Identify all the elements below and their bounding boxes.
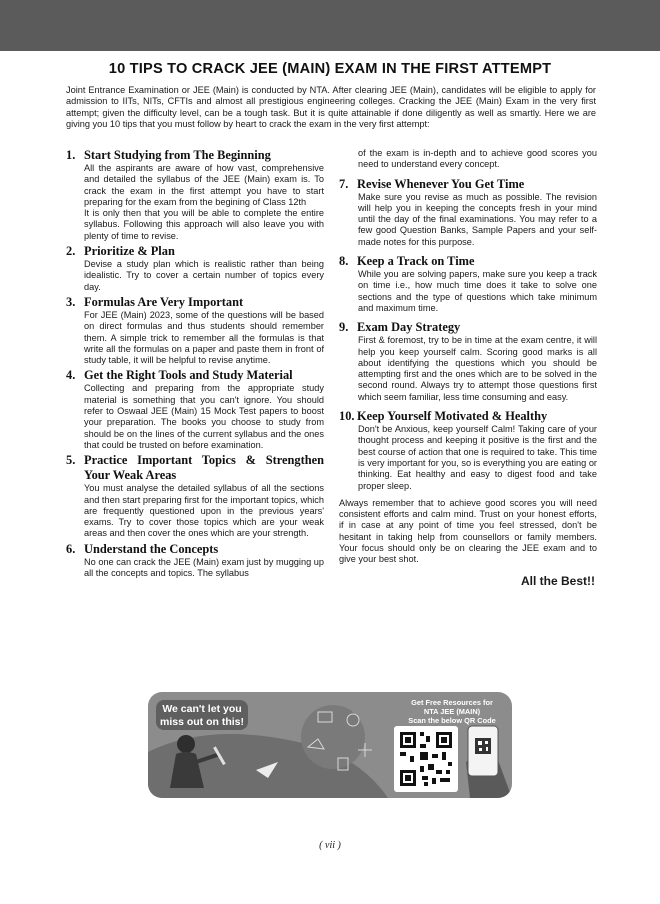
tip-paragraph: No one can crack the JEE (Main) exam just by mugging up all the concepts and topics. The syllabus [84,556,324,579]
tip-heading [66,542,324,557]
tip-title: Exam Day Strategy [357,320,461,335]
qr-caption-line-2: NTA JEE (MAIN) [423,707,481,716]
tip-4 [66,368,324,451]
tip-body [339,335,597,403]
tip-paragraph: First & foremost, try to be in time at the exam centre, it will help you keep yourself calm. Scoring good marks is all about identifying the questions which you should be attempting first and the ones which are to be solved in the second round. Always try to attempt those questions first which seem familiar, less time consuming and easy. [358,335,597,402]
tip-number: 4. [66,368,76,383]
closing-paragraph: Always remember that to achieve good scores you will need consistent efforts and calm mind. Trust on your honest efforts, if in case at any point of time you feel stressed, don't be hesitant in taking help from counsellors or family members. Your focus should only be on clearing the JEE exam and to give your best shot. [339,497,597,565]
qr-code[interactable] [394,726,458,792]
tip-paragraph: Collecting and preparing from the appropriate study material is something that you can't ignore. You should refer to Oswaal JEE (Main) 15 Mock Test papers to boost your preparation. The books you choose to study from should be on the lines of the current syllabus and the ones that could be trusted on before examination. [84,383,324,450]
tip-body [66,310,324,366]
tip-body [339,192,597,248]
phone-hand-illustration [466,726,512,798]
tip-number: 3. [66,294,76,309]
tip-heading [339,254,597,269]
tip-paragraph: It is only then that you will be able to complete the entire syllabus. Following this approach will also leave you with plenty of time to revise. [84,208,324,241]
qr-caption-line-3: Scan the below QR Code [408,716,496,725]
promo-banner[interactable] [148,692,512,798]
tip-paragraph: All the aspirants are aware of how vast, comprehensive and detailed the syllabus of the JEE (Main) exam is. To crack the exam in the first attempt you have to start preparing for the exam from the begining of Class 12th [84,163,324,207]
tip-number: 1. [66,148,76,162]
tip-number: 5. [66,453,76,468]
tip-number: 7. [339,176,349,191]
tip-paragraph: While you are solving papers, make sure you keep a track on time i.e., how much time does it take to solve one sections and the type of questions which take minimum and maximum time. [358,269,597,313]
tip-paragraph: Devise a study plan which is realistic rather than being idealistic. Try to cover a certain number of topics every day. [84,259,324,292]
page-title: 10 TIPS TO CRACK JEE (MAIN) EXAM IN THE FIRST ATTEMPT [108,61,552,77]
tip-title: Keep a Track on Time [357,254,475,269]
tip-heading [339,320,597,335]
top-header-bar [0,0,660,51]
tip-paragraph: For JEE (Main) 2023, some of the questions will be based on direct formulas and thus students should remember them. A simple trick to remember all the formulas is that write all the formulas on a paper and paste them in front of study table, it will be helpful to revise anytime. [84,309,324,366]
tip-body [339,424,597,492]
tip-heading [66,295,324,310]
tip-body [66,483,324,539]
tip-heading [339,409,597,424]
intro-paragraph: Joint Entrance Examination or JEE (Main) is conducted by NTA. After clearing JEE (Main), candidates will be eligible to apply for admission to IITs, NITs, CFTIs and almost all prestigious engineering colleges. Cracking the JEE (Main) Exam in the very first attempt; given the difficulty level, can be a tough task. But it is quite attainable if done diligently as well as smartly. Here we are giving you 10 tips that you must follow by heart to crack the exam in the very first attempt: [66,85,596,129]
tip-number: 6. [66,541,76,556]
tip-paragraph: Make sure you revise as much as possible. The revision will help you in keeping the concepts fresh in your mind until the day of the final examinations. You may refer to a few good Question Banks, Sample Papers and your self-made notes for this purpose. [358,191,597,247]
tip-heading [66,453,324,483]
tip-2 [66,244,324,293]
tip-title: Keep Yourself Motivated & Healthy [357,409,548,424]
sign-off: All the Best!! [520,573,595,588]
qr-caption [396,698,508,725]
tip-paragraph: Don't be Anxious, keep yourself Calm! Taking care of your thought process and keeping it positive is the first and the best course of action that one is required to take. This time is very important for you, so is everything you are eating or thinking. Eat healthy and easy to digest food and take proper sleep. [358,424,597,491]
tip-heading [66,148,324,163]
tip-title: Understand the Concepts [84,541,219,556]
tip-7 [339,177,597,248]
banner-headline: We can't let you miss out on this! [156,700,248,730]
tip-title: Revise Whenever You Get Time [357,176,525,191]
tip-number: 9. [339,320,349,335]
tip-1 [66,148,324,242]
tip-title: Prioritize & Plan [84,244,175,259]
tip-number: 8. [339,254,349,269]
tip-3 [66,295,324,366]
tip-title: Start Studying from The Beginning [84,148,271,162]
tip-heading [66,368,324,383]
tip-heading [339,177,597,192]
tip-5 [66,453,324,539]
tip-9 [339,320,597,403]
tip-body [339,269,597,314]
tip-number: 2. [66,244,76,259]
tip-body [66,557,324,580]
tip-6-continuation: of the exam is in-depth and to achieve good scores you need to understand every concept. [358,148,597,170]
tip-body [66,259,324,293]
tip-6 [66,542,324,580]
tip-title: Get the Right Tools and Study Material [84,368,293,383]
tip-10 [339,409,597,492]
tip-number: 10. [339,409,355,424]
qr-caption-line-1: Get Free Resources for [411,698,493,707]
tip-8 [339,254,597,314]
tip-body [66,163,324,242]
tip-body [66,383,324,451]
page-number: ( vii ) [319,840,341,851]
tip-paragraph: You must analyse the detailed syllabus of all the sections and then start preparing first for the important topics, which are frequently questioned upon in the previous years' exams. Try to cover those topics which are your weak areas and then cover the ones which are your strength. [84,483,324,539]
tip-title: Practice Important Topics & Strengthen Your Weak Areas [84,453,324,483]
tip-title: Formulas Are Very Important [84,294,244,309]
tip-heading [66,244,324,259]
qr-code-icon [394,726,458,792]
right-column [339,148,597,587]
left-column [66,148,324,581]
